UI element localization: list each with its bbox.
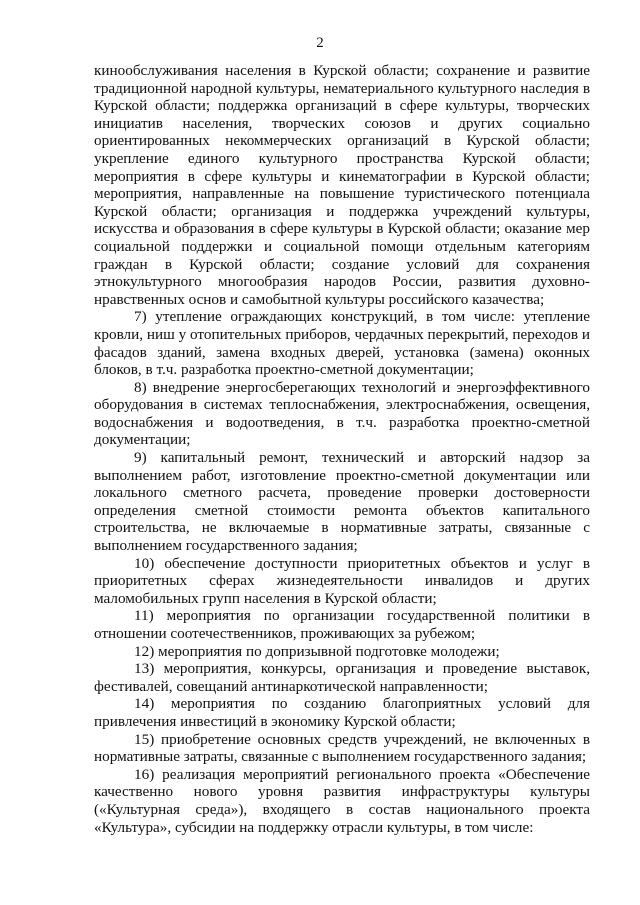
paragraph-item-10: 10) обеспечение доступности приоритетных объектов и услуг в приоритетных сферах жизнедеятельности инвалидов и других маломобильных групп населения в Курской области; xyxy=(94,554,590,607)
paragraph-item-13: 13) мероприятия, конкурсы, организация и проведение выставок, фестивалей, совещаний антинаркотической направленности; xyxy=(94,660,590,695)
paragraph-item-15: 15) приобретение основных средств учреждений, не включенных в нормативные затраты, связанные с выполнением государственного задания; xyxy=(94,730,590,766)
paragraph-item-7: 7) утепление ограждающих конструкций, в том числе: утепление кровли, ниш у отопительных приборов, чердачных перекрытий, переходов и фасадов зданий, замена входных дверей, установка (замена) оконных блоков, в т.ч. разработка проектно-сметной документации; xyxy=(94,308,590,379)
paragraph-continuation: кинообслуживания населения в Курской области; сохранение и развитие традиционной народной культуры, нематериального культурного наследия в Курской области; поддержка организаций в сфере культуры, творческих инициатив населения, творческих союзов и других социально ориентированных некоммерческих организаций в Курской области; укрепление единого культурного пространства Курской области; мероприятия в сфере культуры и кинематографии в Курской области; мероприятия, направленные на повышение туристического потенциала Курской области; организация и поддержка учреждений культуры, искусства и образования в сфере культуры в Курской области; оказание мер социальной поддержки и социальной помощи отдельным категориям граждан в Курской области; создание условий для сохранения этнокультурного многообразия народов России, развития духовно-нравственных основ и самобытной культуры российского казачества; xyxy=(94,62,590,308)
paragraph-item-14: 14) мероприятия по созданию благоприятных условий для привлечения инвестиций в экономику Курской области; xyxy=(94,695,590,730)
paragraph-item-8: 8) внедрение энергосберегающих технологий и энергоэффективного оборудования в системах теплоснабжения, электроснабжения, освещения, водоснабжения и водоотведения, в т.ч. разработка проектно-сметной документации; xyxy=(94,378,590,449)
paragraph-item-9: 9) капитальный ремонт, технический и авторский надзор за выполнением работ, изготовление проектно-сметной документации или локального сметного расчета, проведение проверки достоверности определения сметной стоимости ремонта объектов капитального строительства, не включаемые в нормативные затраты, связанные с выполнением государственного задания; xyxy=(94,449,590,555)
paragraph-item-11: 11) мероприятия по организации государственной политики в отношении соотечественников, проживающих за рубежом; xyxy=(94,607,590,642)
document-body xyxy=(94,62,590,836)
paragraph-item-16: 16) реализация мероприятий регионального проекта «Обеспечение качественно нового уровня развития инфраструктуры культуры («Культурная среда»), входящего в состав национального проекта «Культура», субсидии на поддержку отрасли культуры, в том числе: xyxy=(94,765,590,836)
paragraph-item-12: 12) мероприятия по допризывной подготовке молодежи; xyxy=(134,642,500,660)
page-number: 2 xyxy=(316,35,324,51)
